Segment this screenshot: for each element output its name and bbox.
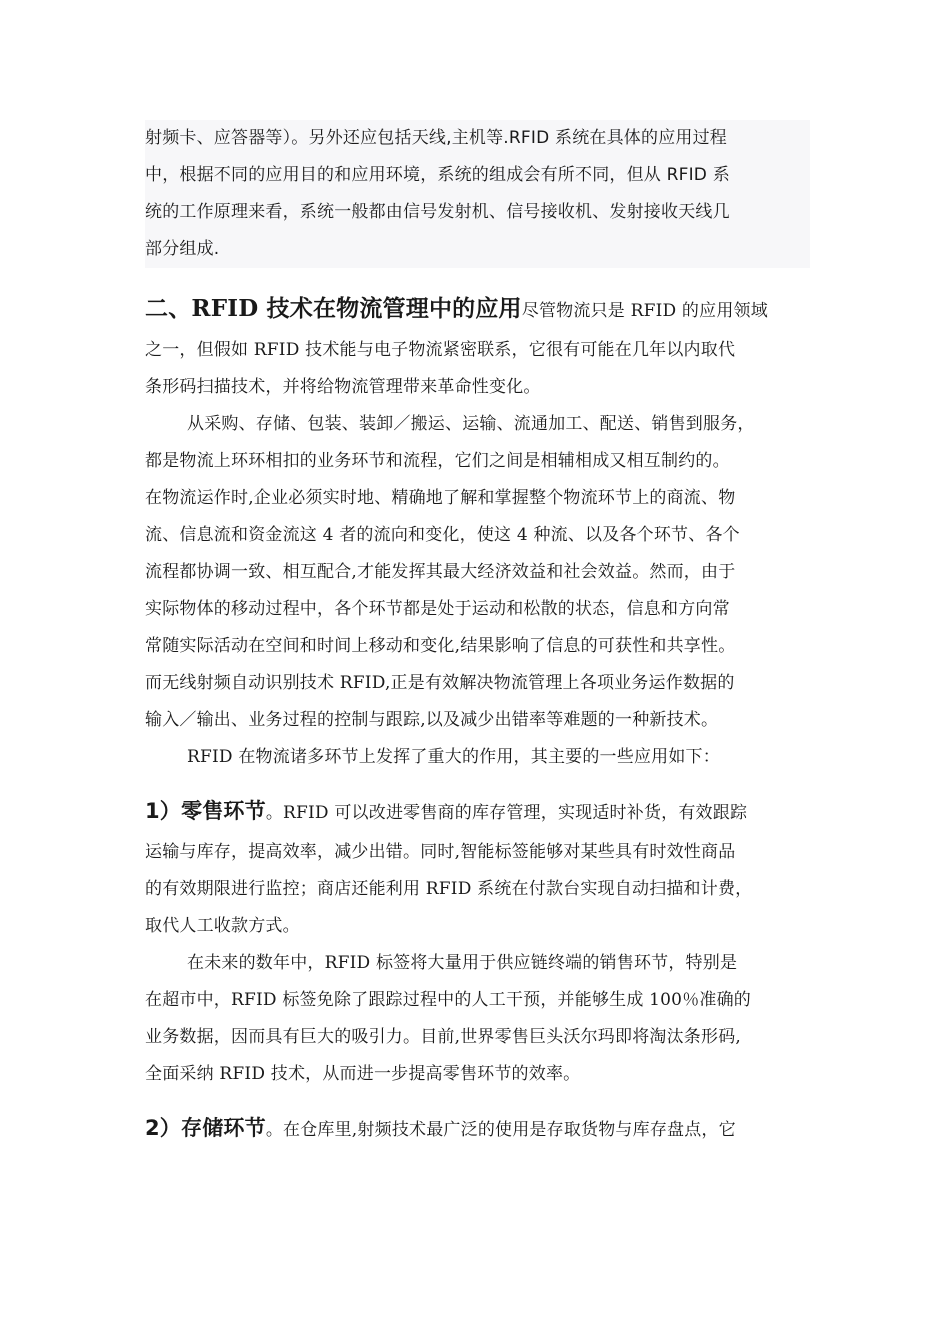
text-line: 中，根据不同的应用目的和应用环境，系统的组成会有所不同，但从 RFID 系 (145, 157, 810, 194)
text-line: 流、信息流和资金流这 4 者的流向和变化，使这 4 种流、以及各个环节、各个 (145, 525, 740, 545)
spacer (145, 1093, 810, 1105)
text-line: 流程都协调一致、相互配合,才能发挥其最大经济效益和社会效益。然而，由于 (145, 562, 736, 582)
text-line: 在物流运作时,企业必须实时地、精确地了解和掌握整个物流环节上的商流、物 (145, 488, 736, 508)
text-line: 之一，但假如 RFID 技术能与电子物流紧密联系，它很有可能在几年以内取代 (145, 340, 736, 360)
spacer (145, 268, 810, 286)
storage-section (145, 1105, 810, 1151)
section-heading-tail: 尽管物流只是 RFID 的应用领域 (521, 301, 768, 321)
text-line: 统的工作原理来看，系统一般都由信号发射机、信号接收机、发射接收天线几 (145, 194, 810, 231)
logistics-paragraph (145, 406, 810, 776)
intro-paragraph (145, 120, 810, 268)
text-line: 而无线射频自动识别技术 RFID,正是有效解决物流管理上各项业务运作数据的 (145, 673, 735, 693)
text-line: 业务数据，因而具有巨大的吸引力。目前,世界零售巨头沃尔玛即将淘汰条形码, (145, 1027, 742, 1047)
text-line: 条形码扫描技术，并将给物流管理带来革命性变化。 (145, 377, 541, 397)
retail-section (145, 788, 810, 1093)
text-line: 全面采纳 RFID 技术，从而进一步提高零售环节的效率。 (145, 1064, 581, 1084)
document-page (145, 120, 810, 1151)
text-line: 取代人工收款方式。 (145, 916, 300, 936)
spacer (145, 776, 810, 788)
text-line: 都是物流上环环相扣的业务环节和流程，它们之间是相辅相成又相互制约的。 (145, 451, 730, 471)
section-2 (145, 286, 810, 406)
subsection-heading: 2）存储环节 (145, 1116, 266, 1140)
text-line: 运输与库存，提高效率，减少出错。同时,智能标签能够对某些具有时效性商品 (145, 842, 736, 862)
text-line: 射频卡、应答器等）。另外还应包括天线,主机等.RFID 系统在具体的应用过程 (145, 120, 810, 157)
subsection-heading-line (145, 1105, 810, 1151)
subsection-heading-line (145, 788, 810, 834)
section-heading-line (145, 286, 810, 332)
subsection-heading-tail: 。在仓库里,射频技术最广泛的使用是存取货物与库存盘点，它 (265, 1120, 736, 1140)
subsection-heading-tail: 。RFID 可以改进零售商的库存管理，实现适时补货，有效跟踪 (265, 803, 748, 823)
text-line: 的有效期限进行监控；商店还能利用 RFID 系统在付款台实现自动扫描和计费， (145, 879, 753, 899)
section-heading: 二、RFID 技术在物流管理中的应用 (145, 295, 522, 322)
subsection-heading: 1）零售环节 (145, 799, 266, 823)
text-line: 在超市中，RFID 标签免除了跟踪过程中的人工干预，并能够生成 100％准确的 (145, 990, 751, 1010)
text-line: 输入／输出、业务过程的控制与跟踪,以及减少出错率等难题的一种新技术。 (145, 710, 719, 730)
text-line: 常随实际活动在空间和时间上移动和变化,结果影响了信息的可获性和共享性。 (145, 636, 736, 656)
text-line: RFID 在物流诸多环节上发挥了重大的作用，其主要的一些应用如下： (187, 747, 720, 767)
text-line: 在未来的数年中，RFID 标签将大量用于供应链终端的销售环节，特别是 (187, 953, 738, 973)
text-line: 实际物体的移动过程中，各个环节都是处于运动和松散的状态，信息和方向常 (145, 599, 730, 619)
text-line: 从采购、存储、包装、装卸／搬运、运输、流通加工、配送、销售到服务， (187, 414, 755, 434)
text-line: 部分组成. (145, 231, 810, 268)
